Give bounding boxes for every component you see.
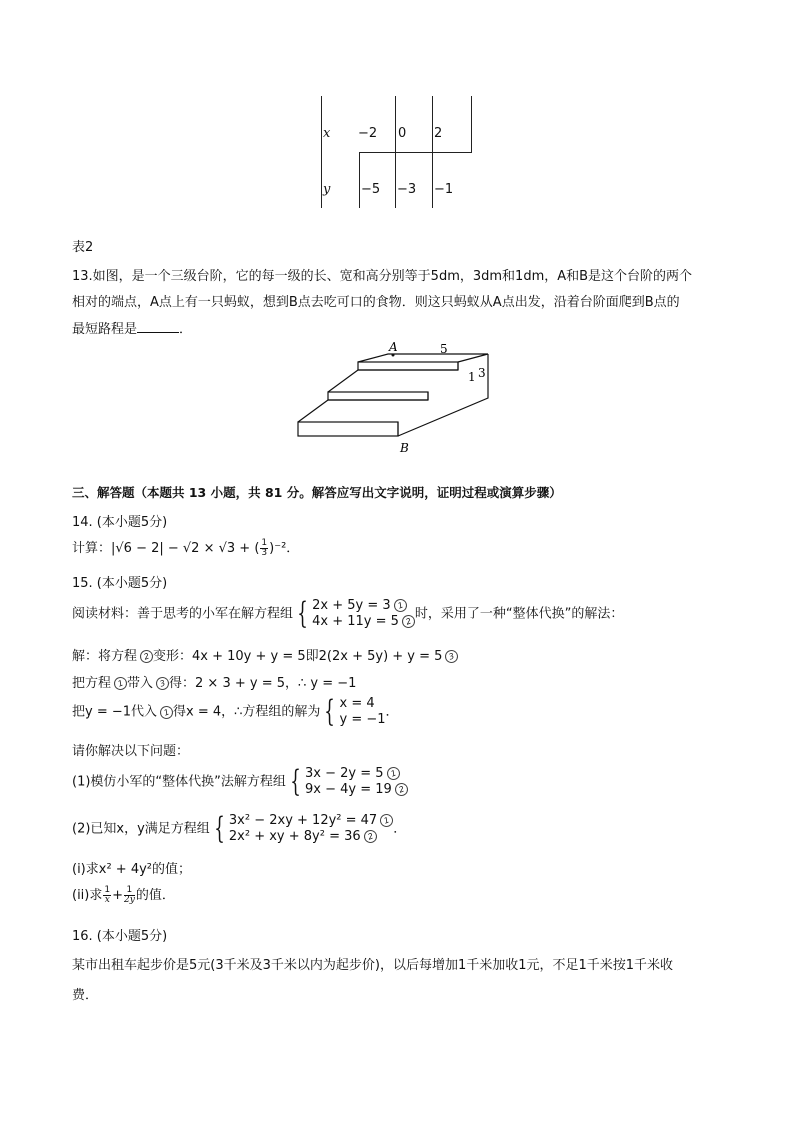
table-x-value: 0 (398, 126, 407, 141)
table-caption: 表2 (72, 240, 94, 255)
q13-line2: 相对的端点，A点上有一只蚂蚁，想到B点去吃可口的食物．则这只蚂蚁从A点出发，沿着台阶面爬到B点的 (72, 295, 680, 310)
q13-line3: 最短路程是 ． (72, 322, 193, 337)
answer-blank[interactable] (137, 322, 179, 333)
staircase-figure (294, 340, 504, 455)
label-5: 5 (440, 342, 448, 356)
q15-head: 15. (本小题5分) (72, 576, 168, 591)
table-y-value: −5 (361, 182, 381, 197)
q13-line1: 13.如图，是一个三级台阶，它的每一级的长、宽和高分别等于5dm，3dm和1dm，A和B是这个台阶的两个 (72, 269, 693, 284)
q15-ask: 请你解决以下问题： (72, 744, 190, 759)
table-x-value: −2 (358, 126, 378, 141)
label-1: 1 (468, 370, 476, 384)
q15-part-ii: (ii)求 $\frac{1}{x}$ + $\frac{1}{2y}$ 的值． (72, 885, 175, 905)
q15-part1: (1)模仿小军的“整体代换”法解方程组 { 3x − 2y = 5 1 9x − 4y = 19 2 (72, 766, 408, 798)
q15-part-i: (i)求x² + 4y²的值； (72, 862, 191, 877)
xy-table (321, 96, 473, 208)
table-y-value: −3 (397, 182, 417, 197)
q16-line2: 费． (72, 988, 99, 1003)
table-x-value: 2 (434, 126, 443, 141)
q15-step2: 把方程 1 带入 3 得：2 × 3 + y = 5，∴ y = −1 (72, 676, 357, 691)
q15-step3: 把y = −1代入 1 得x = 4，∴方程组的解为 { x = 4 y = −1 ． (72, 694, 399, 729)
q16-line1: 某市出租车起步价是5元(3千米及3千米以内为起步价)，以后每增加1千米加收1元，不足1千米按1千米收 (72, 958, 674, 973)
label-3: 3 (478, 366, 486, 380)
q16-head: 16. (本小题5分) (72, 929, 168, 944)
table-x-label: x (323, 126, 331, 141)
q14-body: 计算：|√6 − 2| − √2 × √3 + ( $\frac{1}{3}$ )⁻²． (72, 538, 300, 558)
table-y-value: −1 (434, 182, 454, 197)
q15-step1: 解：将方程 2 变形：4x + 10y + y = 5即2(2x + 5y) + y = 5 3 (72, 645, 458, 664)
q15-part2: (2)已知x，y满足方程组 { 3x² − 2xy + 12y² = 47 1 2x² + xy + 8y² = 36 2 ． (72, 811, 407, 846)
label-b: B (400, 441, 409, 455)
label-a: A (389, 340, 398, 354)
q15-intro: 阅读材料：善于思考的小军在解方程组 { 2x + 5y = 3 1 4x + 11y = 5 2 时，采用了一种“整体代换”的解法： (72, 596, 624, 631)
q14-head: 14. (本小题5分) (72, 515, 168, 530)
section-heading: 三、解答题（本题共 13 小题，共 81 分。解答应写出文字说明，证明过程或演算步骤） (72, 485, 562, 500)
table-y-label: y (323, 182, 331, 197)
